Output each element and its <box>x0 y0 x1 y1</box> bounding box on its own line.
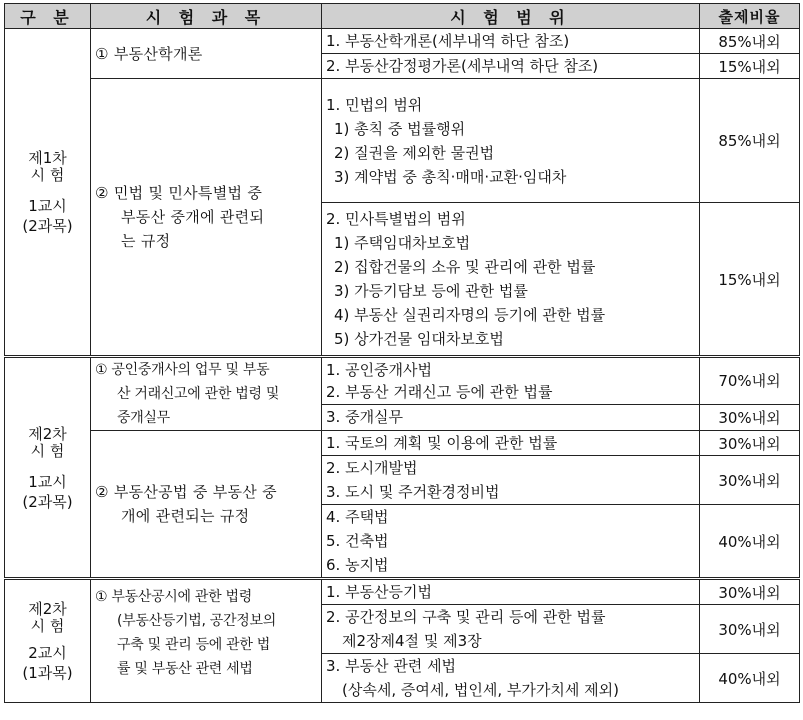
scope-cell: 2. 도시개발법 3. 도시 및 주거환경정비법 <box>322 456 700 505</box>
category-cell: 제1차 시 험 1교시 (2과목) <box>5 29 91 357</box>
rate-cell: 85%내외 <box>700 29 800 54</box>
table-row <box>5 29 800 54</box>
rate-cell: 15%내외 <box>700 54 800 79</box>
header-rate: 출제비율 <box>700 4 800 29</box>
subject-cell: ① 부동산학개론 <box>91 29 322 79</box>
header-scope: 시 험 범 위 <box>322 4 700 29</box>
table-row <box>5 357 800 405</box>
scope-cell: 2. 민사특별법의 범위 1) 주택임대차보호법 2) 집합건물의 소유 및 관리에 관한 법률 3) 가등기담보 등에 관한 법률 4) 부동산 실권리자명의 등기에 관한 법률 5) 상가건물 임대차보호법 <box>322 203 700 357</box>
header-category: 구 분 <box>5 4 91 29</box>
rate-cell: 30%내외 <box>700 431 800 456</box>
exam-scope-table <box>4 3 800 703</box>
scope-cell: 1. 국토의 계획 및 이용에 관한 법률 <box>322 431 700 456</box>
rate-cell: 40%내외 <box>700 505 800 579</box>
scope-cell: 4. 주택법 5. 건축법 6. 농지법 <box>322 505 700 579</box>
rate-cell: 30%내외 <box>700 579 800 605</box>
scope-cell: 1. 부동산등기법 <box>322 579 700 605</box>
subject-cell: ② 민법 및 민사특별법 중 부동산 중개에 관련되 는 규정 <box>91 79 322 357</box>
subject-cell: ① 공인중개사의 업무 및 부동 산 거래신고에 관한 법령 및 중개실무 <box>91 357 322 431</box>
header-subject: 시 험 과 목 <box>91 4 322 29</box>
table-row <box>5 79 800 203</box>
scope-cell: 1. 민법의 범위 1) 총칙 중 법률행위 2) 질권을 제외한 물권법 3) 계약법 중 총칙·매매·교환·임대차 <box>322 79 700 203</box>
scope-cell: 1. 공인중개사법 2. 부동산 거래신고 등에 관한 법률 <box>322 357 700 405</box>
rate-cell: 40%내외 <box>700 654 800 703</box>
subject-cell: ② 부동산공법 중 부동산 중 개에 관련되는 규정 <box>91 431 322 579</box>
rate-cell: 15%내외 <box>700 203 800 357</box>
rate-cell: 70%내외 <box>700 357 800 405</box>
subject-cell: ① 부동산공시에 관한 법령 (부동산등기법, 공간정보의 구축 및 관리 등에 관한 법 률 및 부동산 관련 세법 <box>91 579 322 703</box>
rate-cell: 30%내외 <box>700 404 800 430</box>
table-row <box>5 579 800 605</box>
category-cell: 제2차 시 험 1교시 (2과목) <box>5 357 91 579</box>
rate-cell: 30%내외 <box>700 605 800 654</box>
scope-cell: 3. 중개실무 <box>322 404 700 430</box>
table-row <box>5 431 800 456</box>
scope-cell: 2. 부동산감정평가론(세부내역 하단 참조) <box>322 54 700 79</box>
category-cell: 제2차 시 험 2교시 (1과목) <box>5 579 91 703</box>
rate-cell: 85%내외 <box>700 79 800 203</box>
scope-cell: 1. 부동산학개론(세부내역 하단 참조) <box>322 29 700 54</box>
header-row <box>5 4 800 29</box>
scope-cell: 2. 공간정보의 구축 및 관리 등에 관한 법률 제2장제4절 및 제3장 <box>322 605 700 654</box>
scope-cell: 3. 부동산 관련 세법 (상속세, 증여세, 법인세, 부가가치세 제외) <box>322 654 700 703</box>
rate-cell: 30%내외 <box>700 456 800 505</box>
